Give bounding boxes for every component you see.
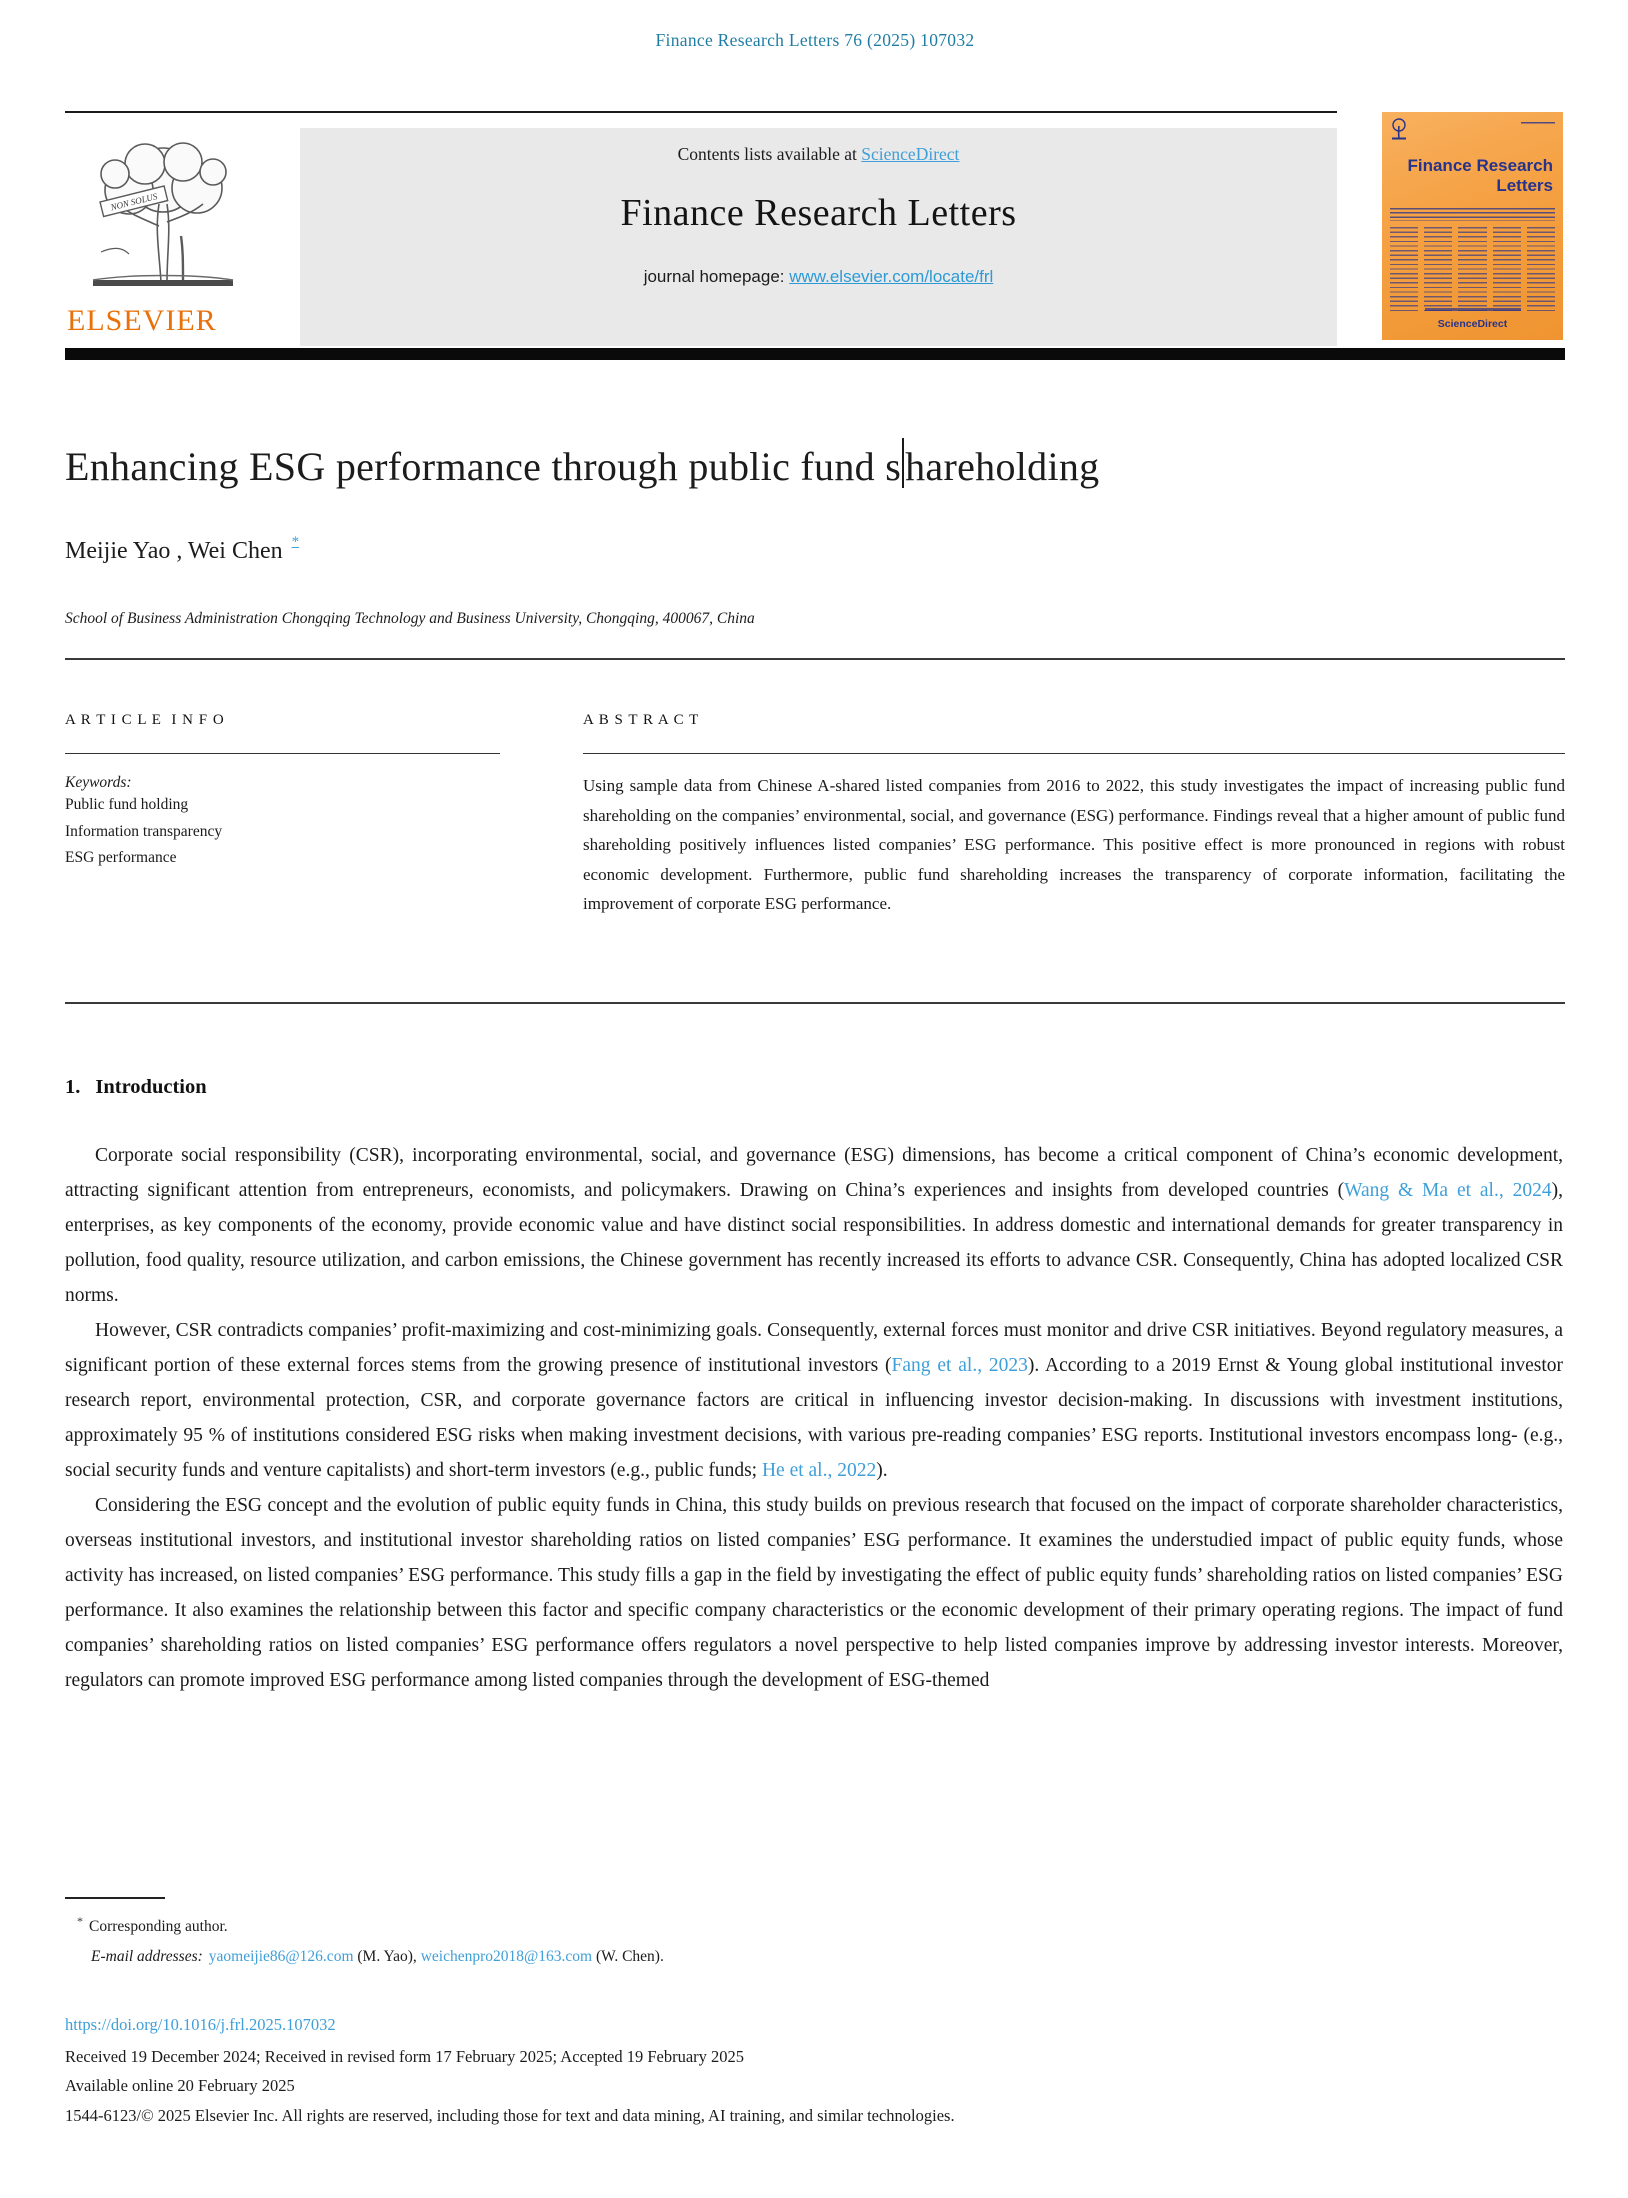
homepage-prefix: journal homepage:	[643, 267, 790, 286]
cover-elsevier-mark-icon	[1390, 118, 1408, 145]
homepage-line	[300, 267, 1337, 287]
copyright-line: 1544-6123/© 2025 Elsevier Inc. All rights are reserved, including those for text and data mining, AI training, and similar technologies.	[65, 2105, 955, 2125]
header-citation[interactable]: Finance Research Letters 76 (2025) 107032	[655, 30, 975, 50]
cover-availability-line	[1425, 308, 1521, 311]
cover-sciencedirect-wordmark: ScienceDirect	[1437, 318, 1508, 330]
article-footer	[65, 2010, 1565, 2130]
footnote-rule	[65, 1897, 165, 1899]
elsevier-tree-logo-icon	[65, 130, 300, 302]
publisher-logo-block	[65, 128, 300, 346]
citation-link-he-2022[interactable]: He et al., 2022	[761, 1460, 877, 1481]
elsevier-wordmark: ELSEVIER	[67, 304, 217, 337]
intro-paragraph-3: Considering the ESG concept and the evolution of public equity funds in China, this study builds on previous research that focused on the impact of corporate shareholder characteristics, overseas institutional investors, and institutional investor shareholding ratios on listed companies’ ESG performance. It examines the understudied impact of public equity funds, whose activity has increased, on listed companies’ ESG performance. This study fills a gap in the field by investigating the effect of public equity funds’ shareholding ratios on listed companies’ ESG performance. It also examines the relationship between this factor and specific company characteristics or the economic development of their primary operating regions. The impact of fund companies’ shareholding ratios on listed companies’ ESG performance offers regulators a novel perspective to help listed companies improve by addressing investor interests. Moreover, regulators can promote improved ESG performance among listed companies through the development of ESG-themed	[65, 1495, 1563, 1691]
journal-banner	[300, 128, 1337, 346]
footnote-block	[65, 1906, 1465, 1972]
article-title: Enhancing ESG performance through public fund s hareholding	[65, 438, 1565, 490]
article-info-section	[65, 712, 500, 872]
cover-issn-text	[1521, 122, 1555, 126]
section-rule-bottom	[65, 1002, 1565, 1004]
abstract-heading: A B S T R A C T	[583, 712, 700, 728]
sciencedirect-link[interactable]: ScienceDirect	[861, 144, 960, 164]
intro-paragraph-2: However, CSR contradicts companies’ profit-maximizing and cost-minimizing goals. Consequently, external forces must monitor and drive CSR initiatives. Beyond regulatory measures, a significant portion of these external forces stems from the growing presence of institutional investors (Fang et al., 2023). According to a 2019 Ernst & Young global institutional investor research report, environmental protection, CSR, and corporate governance factors are critical in influencing investor decision-making. In discussions with investment institutions, approximately 95 % of institutions considered ESG risks when making investment decisions, with various pre-reading companies’ ESG reports. Institutional investors encompass long- (e.g., social security funds and venture capitalists) and short-term investors (e.g., public funds; He et al., 2022).	[65, 1320, 1563, 1481]
intro-paragraph-1: Corporate social responsibility (CSR), incorporating environmental, social, and governance (ESG) dimensions, has become a critical component of China’s economic development, attracting significant attention from entrepreneurs, economists, and policymakers. Drawing on China’s experiences and insights from developed countries (Wang & Ma et al., 2024), enterprises, as key components of the economy, provide economic value and have distinct social responsibilities. In address domestic and international demands for greater transparency in pollution, food quality, resource utilization, and carbon emissions, the Chinese government has recently increased its efforts to advance CSR. Consequently, China has adopted localized CSR norms.	[65, 1145, 1563, 1306]
citation-link-fang-2023[interactable]: Fang et al., 2023	[891, 1355, 1028, 1376]
introduction-heading: 1. Introduction	[65, 1076, 207, 1098]
keyword-item: ESG performance	[65, 849, 177, 866]
text-cursor	[902, 438, 904, 488]
received-dates-line: Received 19 December 2024; Received in revised form 17 February 2025; Accepted 19 February 2025	[65, 2046, 745, 2066]
citation-link-wang-ma-2024[interactable]: Wang & Ma et al., 2024	[1344, 1180, 1552, 1201]
keyword-item: Information transparency	[65, 822, 223, 840]
abstract-section	[583, 712, 1565, 919]
author-affiliation: School of Business Administration Chongqing Technology and Business University, Chongqing, 400067, China	[65, 610, 755, 627]
journal-cover-thumbnail[interactable]	[1382, 112, 1563, 340]
email-addresses-line: E-mail addresses: yaomeijie86@126.com (M. Yao), weichenpro2018@163.com (W. Chen).	[91, 1948, 664, 1965]
journal-title: Finance Research Letters	[620, 192, 1017, 234]
keywords-label: Keywords:	[65, 774, 132, 791]
contents-line	[300, 144, 1337, 165]
cover-footer	[1382, 308, 1563, 332]
logo-motto: NON SOLUS	[109, 191, 159, 213]
article-info-rule	[65, 753, 500, 754]
abstract-rule	[583, 753, 1565, 754]
article-info-heading: A R T I C L E I N F O	[65, 712, 225, 728]
cover-editors-in-chief-text	[1390, 208, 1555, 221]
corresponding-author-note: * Corresponding author.	[77, 1914, 228, 1935]
section-rule-top	[65, 658, 1565, 660]
homepage-link[interactable]: www.elsevier.com/locate/frl	[789, 267, 994, 286]
email-link-yao[interactable]: yaomeijie86@126.com	[208, 1948, 354, 1965]
header-rule	[65, 111, 1337, 113]
contents-prefix: Contents lists available at	[677, 144, 862, 164]
banner-divider-bar	[65, 348, 1565, 360]
email-link-chen[interactable]: weichenpro2018@163.com	[420, 1948, 593, 1965]
corresponding-author-marker[interactable]: *	[291, 534, 300, 550]
introduction-body	[65, 1138, 1563, 1698]
cover-journal-title: Finance Research Letters	[1407, 156, 1553, 195]
available-online-line: Available online 20 February 2025	[65, 2076, 295, 2095]
doi-link[interactable]: https://doi.org/10.1016/j.frl.2025.107032	[65, 2015, 336, 2034]
author-names: Meijie Yao , Wei Chen *	[65, 534, 300, 564]
keyword-item: Public fund holding	[65, 796, 189, 813]
abstract-text: Using sample data from Chinese A-shared listed companies from 2016 to 2022, this study investigates the impact of increasing public fund shareholding on the companies’ environmental, social, and governance (ESG) performance. Findings reveal that a higher amount of public fund shareholding positively influences listed companies’ ESG performance. This positive effect is more pronounced in regions with robust economic development. Furthermore, public fund shareholding increases the transparency of corporate information, facilitating the improvement of corporate ESG performance.	[583, 776, 1565, 913]
cover-editor-columns	[1390, 227, 1555, 311]
